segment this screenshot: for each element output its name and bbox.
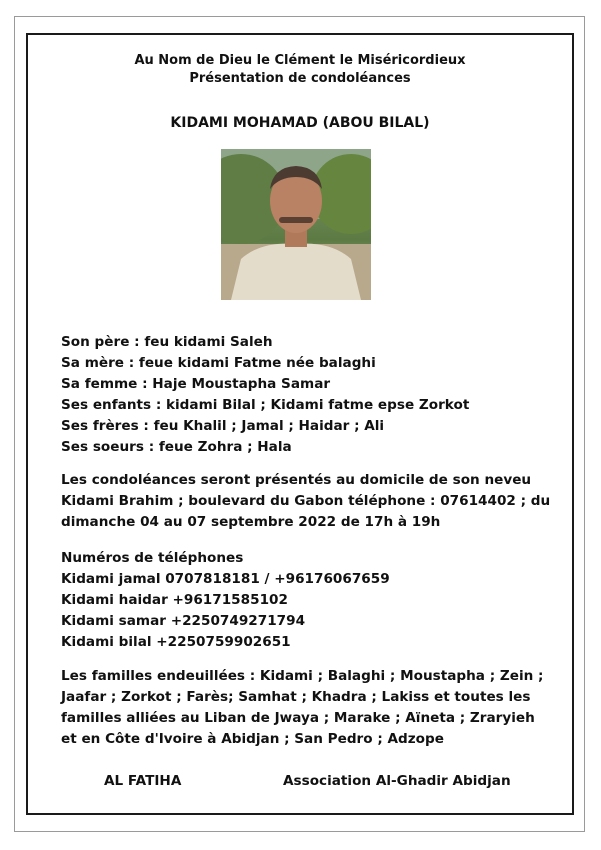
- sisters-line: Ses soeurs : feue Zohra ; Hala: [61, 439, 292, 455]
- mother-line: Sa mère : feue kidami Fatme née balaghi: [61, 355, 376, 371]
- families-line: familles alliées au Liban de Jwaya ; Marake ; Aïneta ; Zraryieh: [61, 710, 535, 726]
- father-line: Son père : feu kidami Saleh: [61, 334, 273, 350]
- condolences-line: dimanche 04 au 07 septembre 2022 de 17h à 19h: [61, 514, 441, 530]
- header-subtitle: Présentation de condoléances: [189, 71, 411, 86]
- phone-entry: Kidami haidar +96171585102: [61, 592, 288, 608]
- phone-entry: Kidami bilal +2250759902651: [61, 634, 291, 650]
- phone-section: [61, 548, 561, 653]
- portrait-illustration: [221, 149, 371, 300]
- header-invocation: Au Nom de Dieu le Clément le Miséricordieux: [134, 53, 466, 68]
- family-list: [61, 332, 561, 458]
- portrait-photo: [221, 149, 371, 300]
- phone-heading: Numéros de téléphones: [61, 550, 244, 566]
- footer-association: Association Al-Ghadir Abidjan: [283, 773, 511, 789]
- condolences-line: Kidami Brahim ; boulevard du Gabon téléphone : 07614402 ; du: [61, 493, 551, 509]
- children-line: Ses enfants : kidami Bilal ; Kidami fatme epse Zorkot: [61, 397, 470, 413]
- header: [26, 52, 574, 88]
- phone-entry: Kidami samar +2250749271794: [61, 613, 306, 629]
- deceased-name: KIDAMI MOHAMAD (ABOU BILAL): [170, 115, 430, 131]
- families-line: Jaafar ; Zorkot ; Farès; Samhat ; Khadra ; Lakiss et toutes les: [61, 689, 531, 705]
- families-line: et en Côte d'Ivoire à Abidjan ; San Pedro ; Adzope: [61, 731, 444, 747]
- footer-prayer: AL FATIHA: [104, 773, 182, 789]
- wife-line: Sa femme : Haje Moustapha Samar: [61, 376, 331, 392]
- condolences-paragraph: [61, 470, 561, 533]
- brothers-line: Ses frères : feu Khalil ; Jamal ; Haidar ; Ali: [61, 418, 385, 434]
- condolences-line: Les condoléances seront présentés au domicile de son neveu: [61, 472, 532, 488]
- bereaved-families-paragraph: [61, 666, 561, 750]
- families-line: Les familles endeuillées : Kidami ; Balaghi ; Moustapha ; Zein ;: [61, 668, 544, 684]
- phone-entry: Kidami jamal 0707818181 / +96176067659: [61, 571, 390, 587]
